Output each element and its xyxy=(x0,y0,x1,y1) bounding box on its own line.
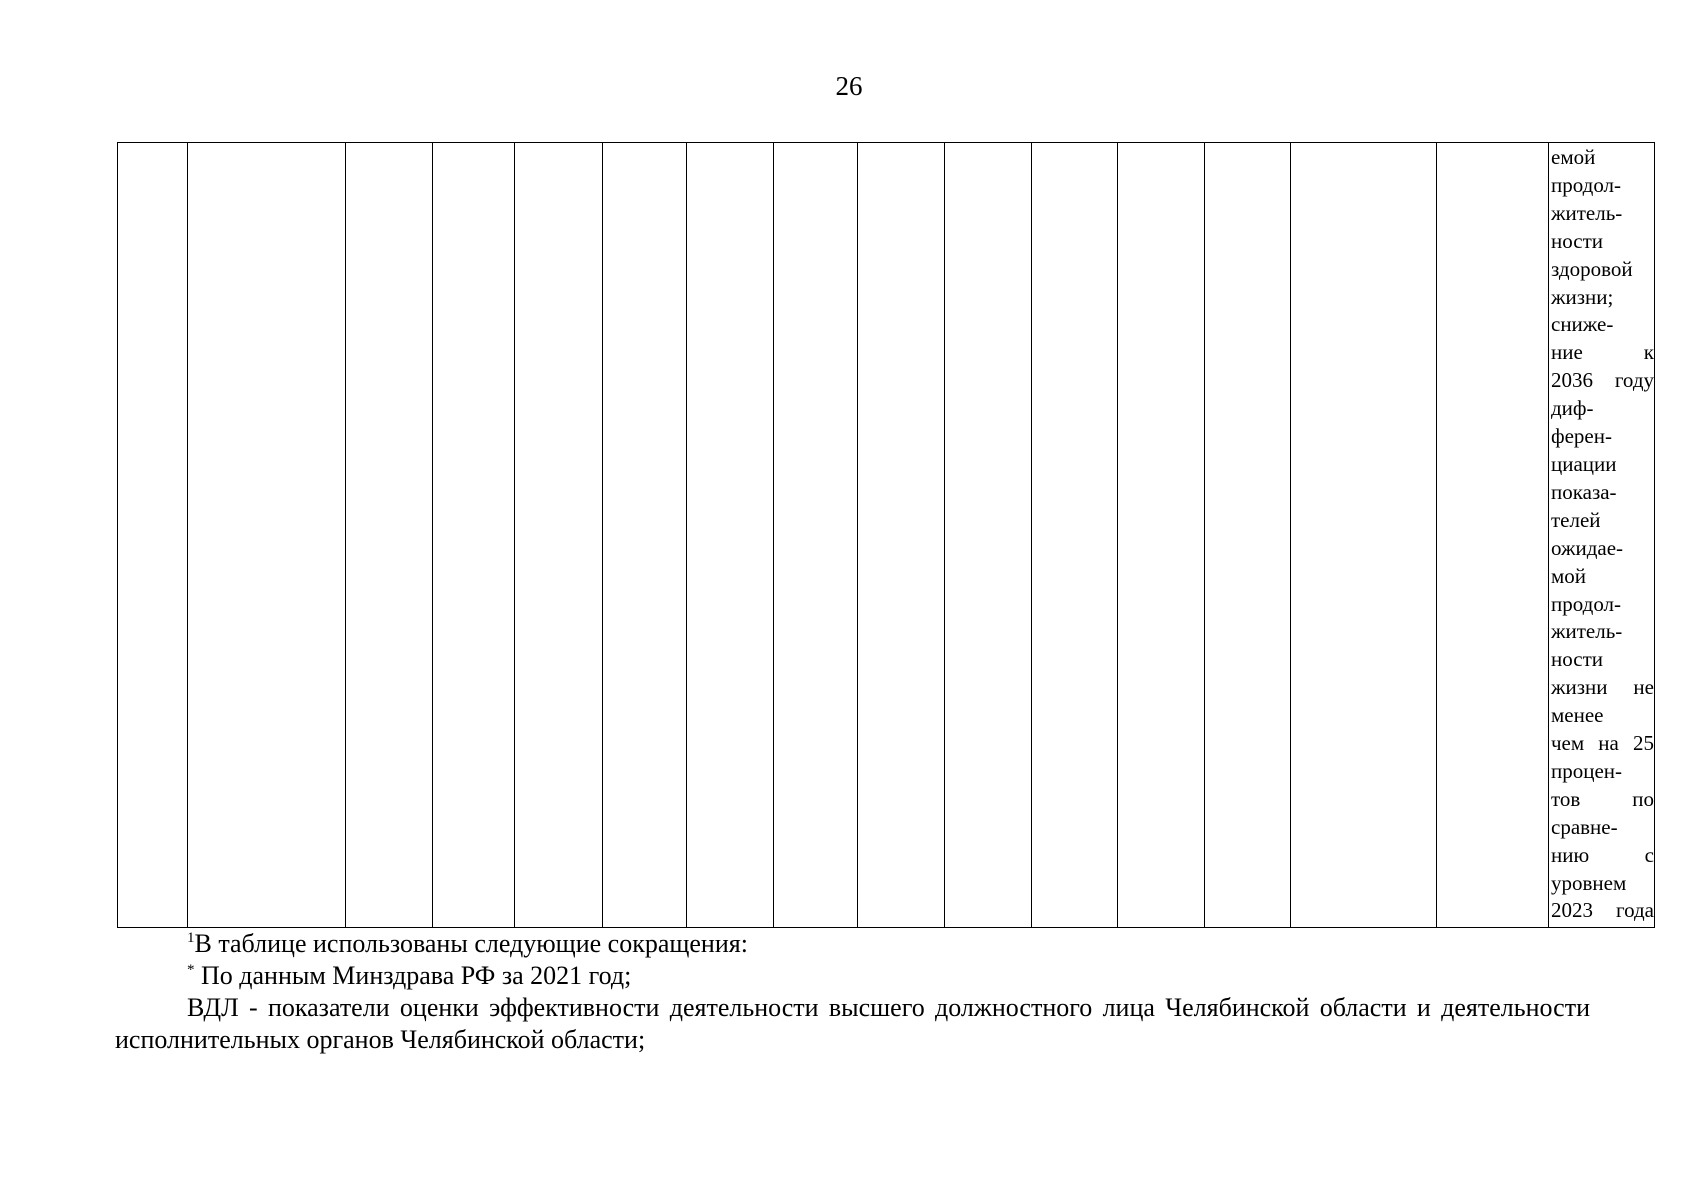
cell-line: нию с xyxy=(1551,842,1654,867)
cell-line: менее xyxy=(1551,703,1604,728)
cell-line: ожидае- xyxy=(1551,535,1624,560)
table-cell xyxy=(1437,143,1549,928)
cell-line: ферен- xyxy=(1551,424,1612,449)
footnote-marker: * xyxy=(187,962,195,978)
footnote-text: В таблице использованы следующие сокращения: xyxy=(194,929,748,958)
cell-line: жизни не xyxy=(1551,675,1654,700)
table-cell xyxy=(188,143,346,928)
cell-line: 2023 года xyxy=(1551,898,1654,923)
cell-line: емой xyxy=(1551,145,1596,169)
cell-line: ности xyxy=(1551,647,1603,672)
table-row xyxy=(118,143,1655,928)
table-cell xyxy=(1118,143,1205,928)
table-cell xyxy=(346,143,433,928)
cell-line: тов по xyxy=(1551,786,1654,811)
cell-line: 2036 году xyxy=(1551,368,1654,393)
indicator-table xyxy=(117,142,1655,928)
table-cell xyxy=(515,143,603,928)
table-cell-description xyxy=(1549,143,1655,928)
cell-line: ности xyxy=(1551,228,1603,253)
cell-line: сравне- xyxy=(1551,814,1618,839)
cell-line: диф- xyxy=(1551,396,1594,421)
table-cell xyxy=(774,143,858,928)
cell-line: показа- xyxy=(1551,479,1617,504)
footnotes xyxy=(115,928,1590,1056)
footnote-abbreviations xyxy=(115,928,1590,960)
cell-line: продол- xyxy=(1551,172,1622,197)
cell-line: уровнем xyxy=(1551,870,1627,895)
table-cell xyxy=(1205,143,1291,928)
cell-line: телей xyxy=(1551,507,1601,532)
cell-line: жизни; xyxy=(1551,284,1614,309)
table-cell xyxy=(118,143,188,928)
cell-line: процен- xyxy=(1551,758,1623,783)
footnote-text: По данным Минздрава РФ за 2021 год; xyxy=(201,961,632,990)
cell-line: сниже- xyxy=(1551,312,1614,337)
table-cell xyxy=(945,143,1032,928)
table-cell xyxy=(1291,143,1437,928)
table-cell xyxy=(858,143,945,928)
cell-line: житель- xyxy=(1551,619,1623,644)
cell-line: ние к xyxy=(1551,340,1654,365)
footnote-source xyxy=(115,960,1590,992)
table-cell xyxy=(433,143,515,928)
cell-line: житель- xyxy=(1551,200,1623,225)
table-cell xyxy=(687,143,774,928)
cell-line: мой xyxy=(1551,563,1587,588)
cell-line: циации xyxy=(1551,451,1617,476)
footnote-vdl: ВДЛ - показатели оценки эффективности деятельности высшего должностного лица Челябинской области и деятельности исполнительных органов Челябинской области; xyxy=(115,993,1590,1054)
cell-line: чем на 25 xyxy=(1551,731,1654,756)
cell-line: продол- xyxy=(1551,591,1622,616)
table-cell xyxy=(603,143,687,928)
page-number: 26 xyxy=(835,71,863,101)
cell-line: здоровой xyxy=(1551,256,1633,281)
footnote-marker: 1 xyxy=(187,930,195,946)
table-cell xyxy=(1032,143,1118,928)
